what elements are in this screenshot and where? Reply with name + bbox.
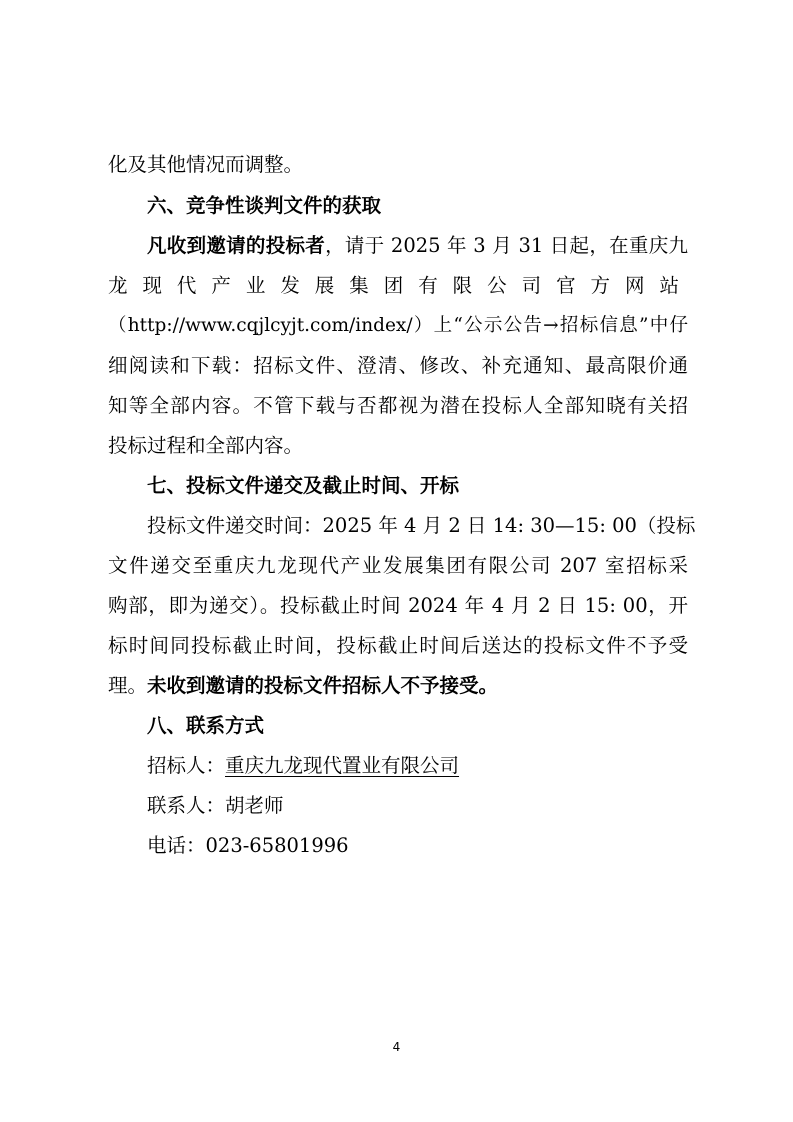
section-heading-8: 八、联系方式 [147,714,265,737]
paragraph-line: 投标过程和全部内容。 [108,434,304,457]
paragraph-line [108,672,688,700]
contact-label: 招标人： [147,754,226,777]
contact-tenderer [147,752,688,780]
paragraph-line: 文件递交至重庆九龙现代产业发展集团有限公司 207 室招标采 [108,554,688,577]
section-heading-6: 六、竞争性谈判文件的获取 [147,194,382,217]
bold-phrase: 凡收到邀请的投标者 [147,234,326,257]
tenderer-name: 重庆九龙现代置业有限公司 [225,754,460,777]
paragraph-line: 细阅读和下载：招标文件、澄清、修改、补充通知、最高限价通 [108,354,688,377]
paragraph-line: 购部，即为递交）。投标截止时间 2024 年 4 月 2 日 15: 00，开 [108,594,688,617]
paragraph-line-url: （http://www.cqjlcyjt.com/index/）上“公示公告→招标信息”中仔 [108,315,688,336]
contact-phone: 电话：023-65801996 [147,834,349,857]
paragraph-line: 化及其他情况而调整。 [108,153,304,176]
paragraph-line: 知等全部内容。不管下载与否都视为潜在投标人全部知晓有关招 [108,394,688,417]
contact-person: 联系人：胡老师 [147,794,284,817]
section-heading-7: 七、投标文件递交及截止时间、开标 [147,474,460,497]
page-number: 4 [392,1040,401,1054]
text-run: ，请于 2025 年 3 月 31 日起，在重庆九 [325,234,688,257]
paragraph-line [147,232,688,260]
paragraph-line: 投标文件递交时间：2025 年 4 月 2 日 14: 30—15: 00（投标 [147,514,696,537]
bold-phrase: 未收到邀请的投标文件招标人不予接受。 [147,674,499,697]
paragraph-line: 标时间同投标截止时间，投标截止时间后送达的投标文件不予受 [108,634,688,657]
paragraph-line: 龙现代产业发展集团有限公司官方网站 [108,274,688,297]
text-run: 理。 [108,674,148,697]
